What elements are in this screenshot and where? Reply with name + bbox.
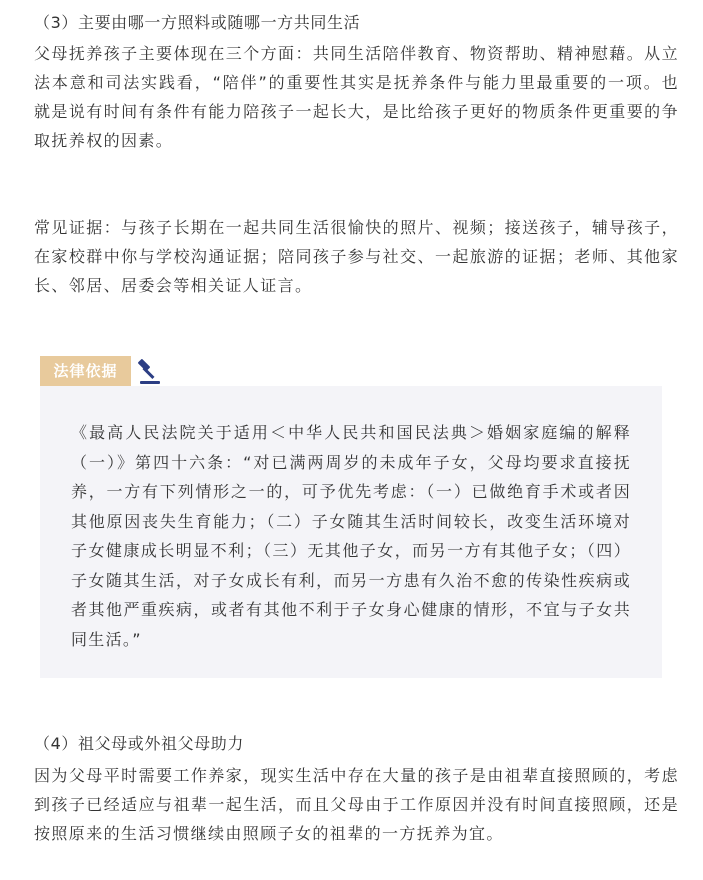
section-3-paragraph-2: 常见证据：与孩子长期在一起共同生活很愉快的照片、视频；接送孩子，辅导孩子，在家校群中你与学校沟通证据；陪同孩子参与社交、一起旅游的证据；老师、其他家长、邻居、居委会等相关证人证言。: [34, 218, 679, 295]
section-4-heading: （4）祖父母或外祖父母助力: [34, 734, 244, 753]
legal-basis-box: [40, 386, 662, 678]
legal-basis-tag: 法律依据: [40, 356, 131, 386]
section-4-paragraph-1: 因为父母平时需要工作养家，现实生活中存在大量的孩子是由祖辈直接照顾的，考虑到孩子已经适应与祖辈一起生活，而且父母由于工作原因并没有时间直接照顾，还是按照原来的生活习惯继续由照顾子女的祖辈的一方抚养为宜。: [34, 766, 679, 843]
legal-basis-text: 《最高人民法院关于适用＜中华人民共和国民法典＞婚姻家庭编的解释（一）》第四十六条：“对已满两周岁的未成年子女，父母均要求直接抚养，一方有下列情形之一的，可予优先考虑：（一）已做绝育手术或者因其他原因丧失生育能力；（二）子女随其生活时间较长，改变生活环境对子女健康成长明显不利；（三）无其他子女，而另一方有其他子女；（四）子女随其生活，对子女成长有利，而另一方患有久治不愈的传染性疾病或者其他严重疾病，或者有其他不利于子女身心健康的情形，不宜与子女共同生活。”: [71, 423, 631, 649]
gavel-icon: [134, 357, 166, 387]
section-3-paragraph-1: 父母抚养孩子主要体现在三个方面：共同生活陪伴教育、物资帮助、精神慰藉。从立法本意和司法实践看，“陪伴”的重要性其实是抚养条件与能力里最重要的一项。也就是说有时间有条件有能力陪孩子一起长大，是比给孩子更好的物质条件更重要的争取抚养权的因素。: [34, 44, 679, 150]
section-3-heading: （3）主要由哪一方照料或随哪一方共同生活: [34, 13, 361, 32]
